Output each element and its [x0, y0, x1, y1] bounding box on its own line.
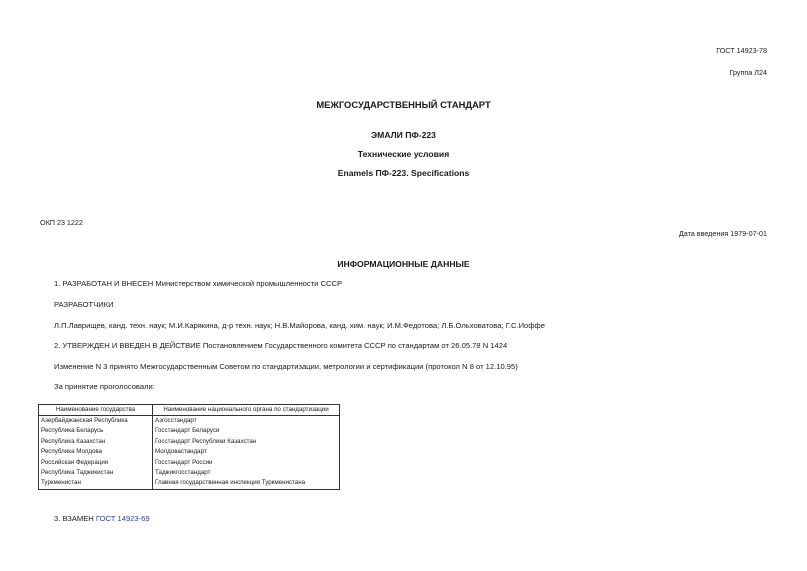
table-row: [39, 447, 340, 457]
standard-group: Группа Л24: [729, 68, 767, 77]
english-title: Enamels ПФ-223. Specifications: [337, 168, 470, 178]
table-cell-state: Республика Беларусь: [39, 426, 153, 436]
table-row: [39, 458, 340, 468]
table-cell-body: Госстандарт России: [153, 458, 340, 468]
table-cell-state: Республика Казахстан: [39, 437, 153, 447]
table-header-row: [39, 405, 340, 416]
table-row: [39, 426, 340, 436]
table-cell-body: Госстандарт Беларуси: [153, 426, 340, 436]
voted-label: За принятие проголосовали:: [54, 382, 155, 391]
table-cell-state: Республика Таджикистан: [39, 468, 153, 478]
paragraph-approved-label: 2. УТВЕРЖДЕН И ВВЕДЕН В ДЕЙСТВИЕ: [54, 341, 201, 350]
developers-label: РАЗРАБОТЧИКИ: [54, 300, 114, 309]
table-cell-body: Госстандарт Республики Казахстан: [153, 437, 340, 447]
okp-code: ОКП 23 1222: [40, 218, 83, 227]
table-row: [39, 478, 340, 489]
paragraph-developed-text: Министерством химической промышленности СССР: [155, 279, 343, 288]
table-cell-state: Республика Молдова: [39, 447, 153, 457]
paragraph-developed: [54, 279, 342, 288]
paragraph-replaces-label: 3. ВЗАМЕН: [54, 514, 94, 523]
table-header-body: Наименование национального органа по стандартизации: [153, 405, 340, 416]
table-row: [39, 468, 340, 478]
paragraph-developed-label: 1. РАЗРАБОТАН И ВНЕСЕН: [54, 279, 154, 288]
info-heading: ИНФОРМАЦИОННЫЕ ДАННЫЕ: [337, 259, 470, 269]
states-table: [38, 404, 340, 490]
product-name: ЭМАЛИ ПФ-223: [371, 130, 436, 140]
paragraph-replaces: [54, 514, 150, 523]
standard-number: ГОСТ 14923-78: [716, 46, 767, 55]
table-cell-body: Азгосстандарт: [153, 416, 340, 427]
replaced-standard-link[interactable]: ГОСТ 14923-69: [95, 514, 150, 523]
amendment-note: Изменение N 3 принято Межгосударственным Советом по стандартизации, метрологии и сертификации (протокол N 8 от 12.10.95): [54, 362, 518, 371]
table-cell-state: Азербайджанская Республика: [39, 416, 153, 427]
table-cell-state: Туркменистан: [39, 478, 153, 489]
standard-type-heading: МЕЖГОСУДАРСТВЕННЫЙ СТАНДАРТ: [316, 99, 491, 110]
table-cell-state: Российская Федерация: [39, 458, 153, 468]
table-cell-body: Молдовастандарт: [153, 447, 340, 457]
document-subtitle: Технические условия: [357, 149, 450, 159]
paragraph-approved-text: Постановлением Государственного комитета СССР по стандартам от 26.05.78 N 1424: [202, 341, 508, 350]
table-header-state: Наименование государства: [39, 405, 153, 416]
table-row: [39, 437, 340, 447]
paragraph-approved: [54, 341, 507, 350]
table-row: [39, 416, 340, 427]
developers-list: Л.П.Лаврищев, канд. техн. наук; М.И.Карякина, д-р техн. наук; Н.В.Майорова, канд. хим. наук; И.М.Федотова; Л.Б.Ольховатова; Г.С.Иоффе: [54, 321, 545, 330]
introduction-date: Дата введения 1979-07-01: [678, 229, 767, 238]
table-cell-body: Таджикгосстандарт: [153, 468, 340, 478]
table-cell-body: Главная государственная инспекция Туркменистана: [153, 478, 340, 489]
